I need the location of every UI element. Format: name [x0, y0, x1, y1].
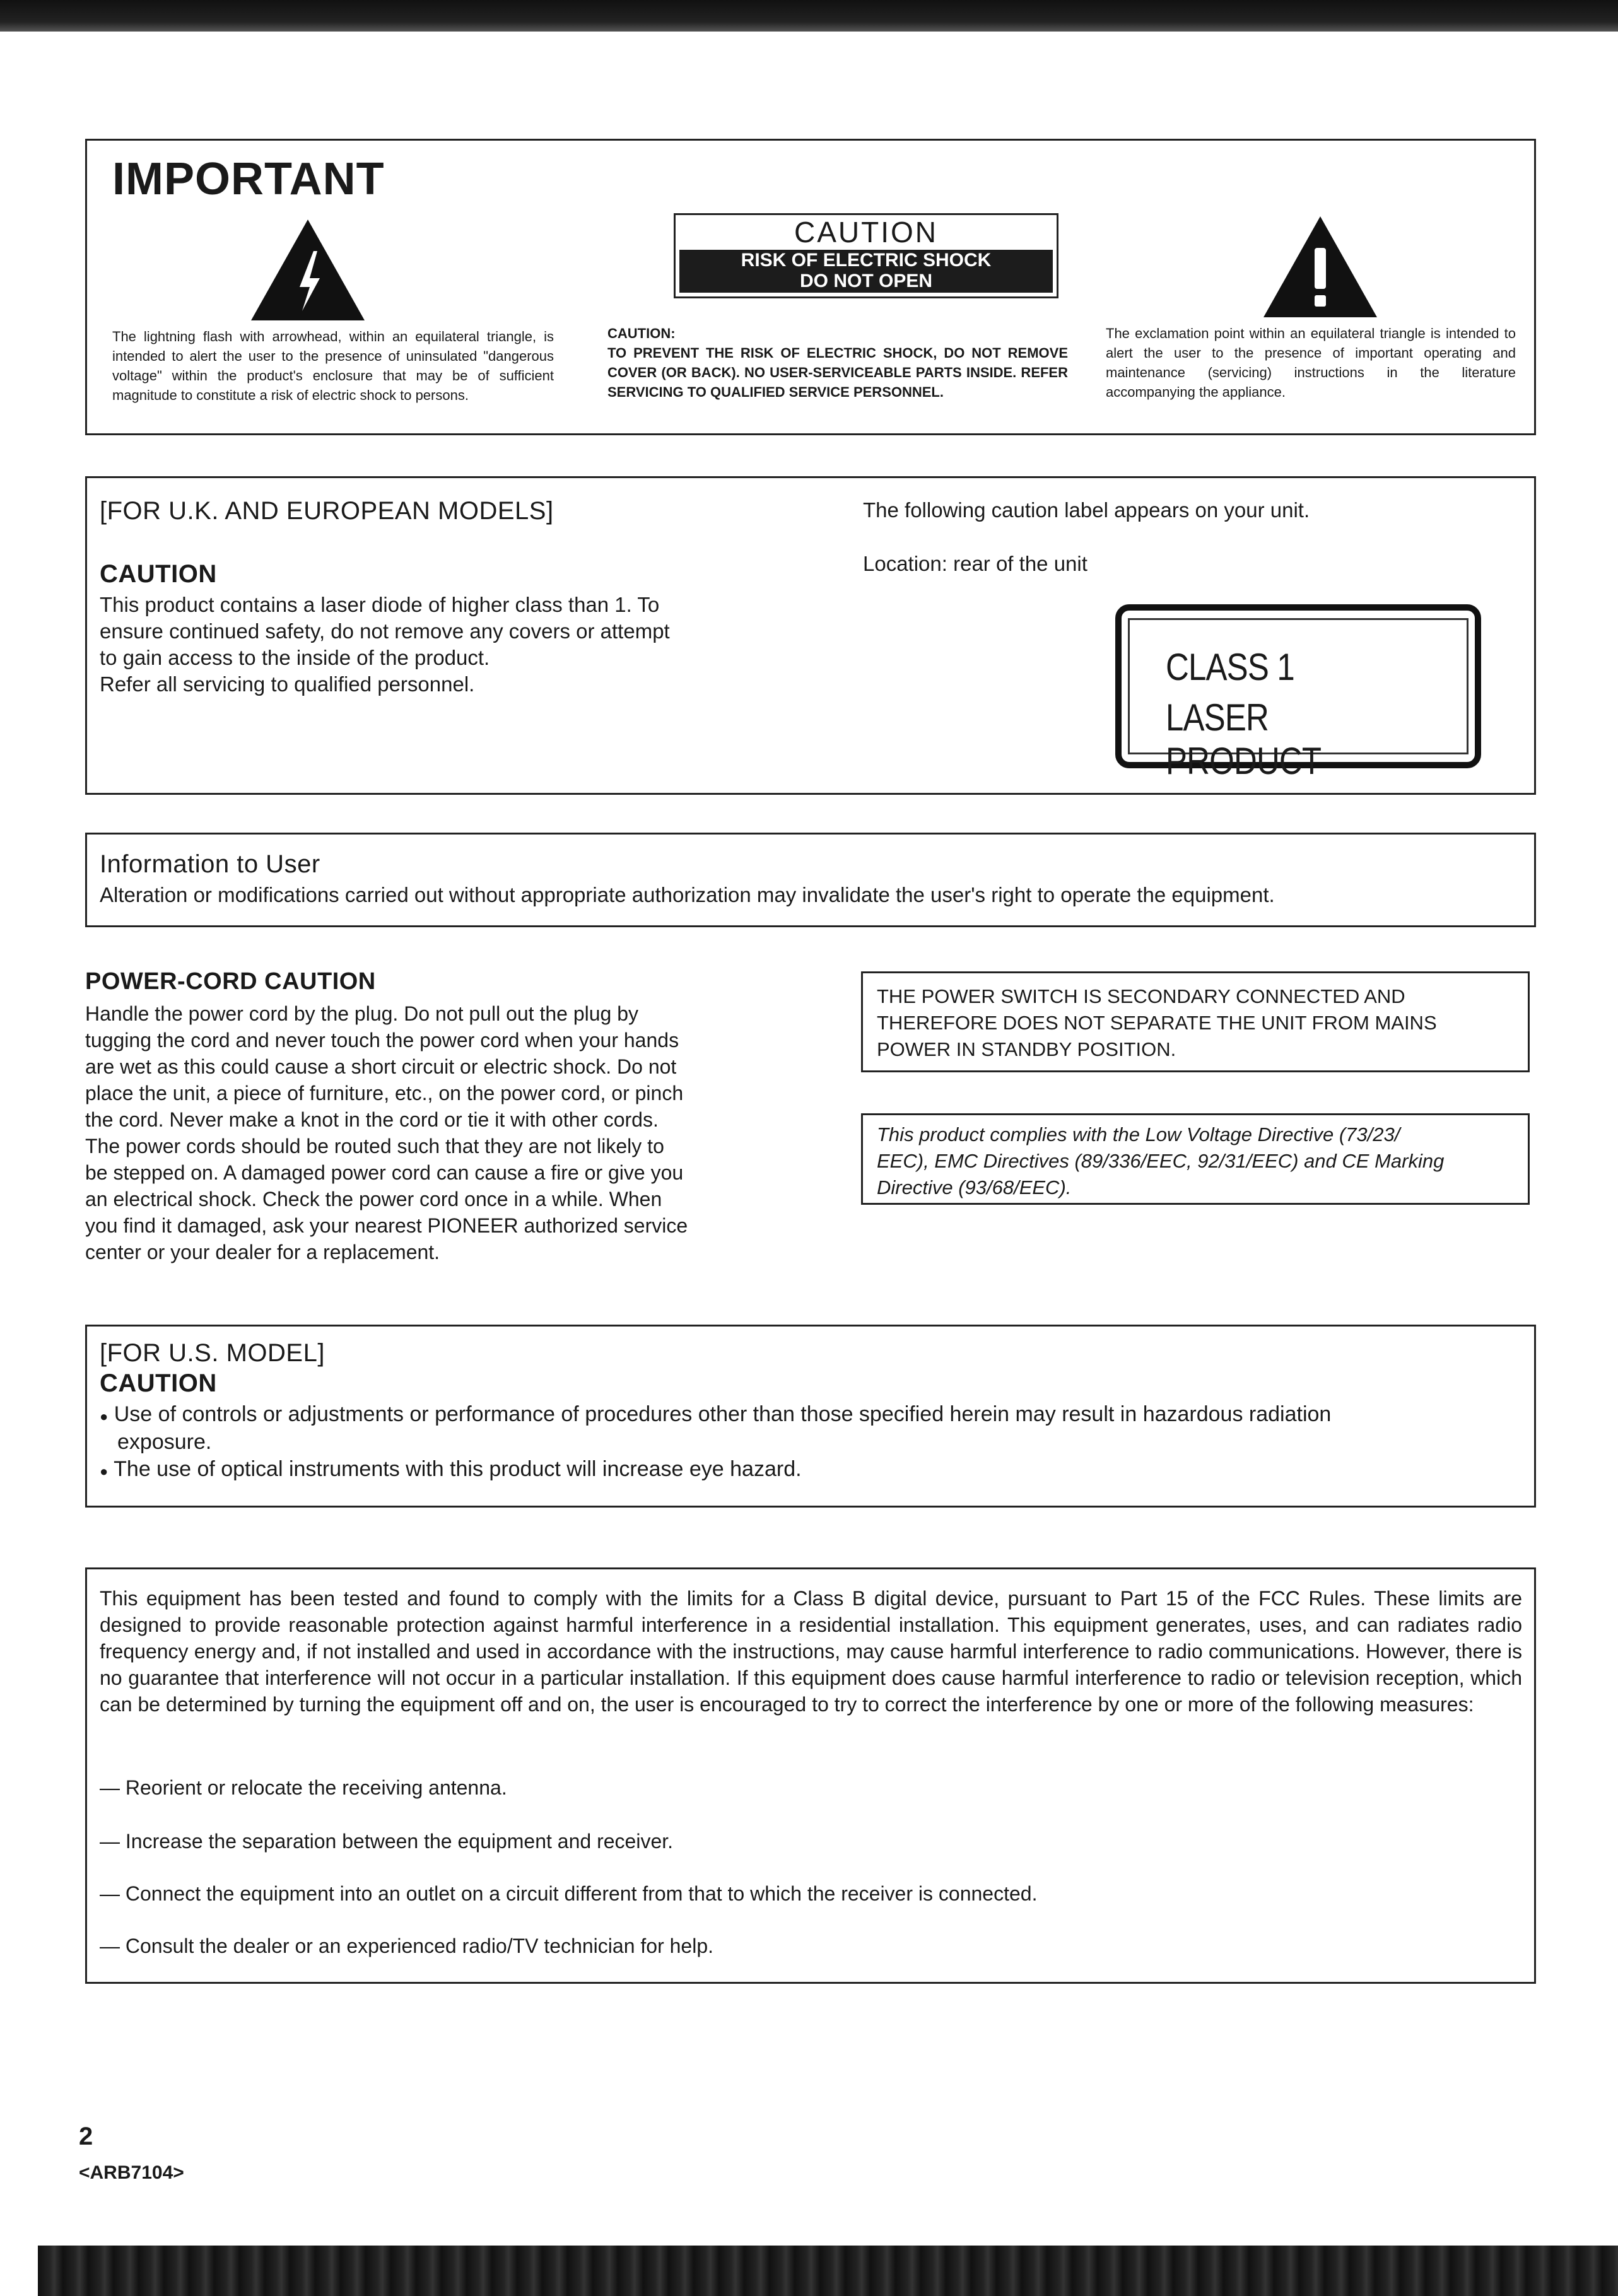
- information-to-user-section: [85, 833, 1536, 927]
- us-bullet-1: [100, 1401, 1331, 1430]
- caution-label-band: [679, 250, 1053, 293]
- uk-caution-heading: CAUTION: [100, 560, 217, 588]
- info-heading: Information to User: [100, 850, 320, 878]
- fcc-measure-item: — Consult the dealer or an experienced radio/TV technician for help.: [100, 1935, 713, 1957]
- power-cord-text: [85, 1000, 770, 1265]
- fcc-measure-item: — Connect the equipment into an outlet on a circuit different from that to which the receiver is connected.: [100, 1882, 1038, 1905]
- us-bullet-2: [100, 1456, 802, 1485]
- uk-caution-line: ensure continued safety, do not remove any covers or attempt: [100, 619, 670, 643]
- power-cord-line: are wet as this could cause a short circuit or electric shock. Do not: [85, 1055, 677, 1078]
- us-heading: [FOR U.S. MODEL]: [100, 1339, 325, 1367]
- laser-label-line1: CLASS 1: [1166, 646, 1294, 688]
- bullet-icon: ●: [100, 1409, 108, 1424]
- label-location: Location: rear of the unit: [863, 552, 1087, 575]
- scan-edge-top: [0, 0, 1618, 32]
- label-intro: The following caution label appears on your unit.: [863, 498, 1310, 522]
- caution-label-line1: RISK OF ELECTRIC SHOCK: [741, 250, 992, 271]
- fcc-notice-section: [85, 1567, 1536, 1984]
- us-bullet-1-continued: exposure.: [117, 1430, 212, 1454]
- low-voltage-directive-notice: [861, 1113, 1530, 1205]
- power-switch-notice: [861, 971, 1530, 1072]
- caution-instructions: [607, 324, 1068, 402]
- uk-caution-line: This product contains a laser diode of higher class than 1. To: [100, 593, 660, 616]
- caution-instructions-heading: CAUTION:: [607, 325, 676, 341]
- exclamation-warning-icon: [1260, 213, 1380, 320]
- fcc-measure-item: — Reorient or relocate the receiving antenna.: [100, 1776, 507, 1799]
- uk-european-section: [85, 476, 1536, 795]
- power-switch-line: THEREFORE DOES NOT SEPARATE THE UNIT FROM MAINS: [877, 1012, 1437, 1034]
- power-cord-line: be stepped on. A damaged power cord can cause a fire or give you: [85, 1161, 684, 1184]
- power-cord-line: Handle the power cord by the plug. Do not pull out the plug by: [85, 1002, 639, 1025]
- info-text: Alteration or modifications carried out without appropriate authorization may invalidate the user's right to operate the equipment.: [100, 883, 1275, 906]
- page-number: 2: [79, 2123, 93, 2150]
- lvd-line: EEC), EMC Directives (89/336/EEC, 92/31/EEC) and CE Marking: [877, 1150, 1445, 1172]
- caution-label-line2: DO NOT OPEN: [799, 271, 932, 291]
- laser-label-line2: LASER PRODUCT: [1166, 696, 1322, 782]
- power-switch-line: POWER IN STANDBY POSITION.: [877, 1038, 1176, 1060]
- uk-heading: [FOR U.K. AND EUROPEAN MODELS]: [100, 497, 554, 525]
- important-title: IMPORTANT: [112, 154, 385, 204]
- power-cord-line: The power cords should be routed such that they are not likely to: [85, 1135, 664, 1157]
- power-switch-text: [877, 983, 1517, 1063]
- fcc-measure-item: — Increase the separation between the equipment and receiver.: [100, 1830, 674, 1853]
- lightning-explanation: The lightning flash with arrowhead, within an equilateral triangle, is intended to alert the user to the presence of uninsulated "dangerous voltage" within the product's enclosure that may be of sufficient magnitude to constitute a risk of electric shock to persons.: [112, 329, 554, 403]
- us-bullet-1-text: Use of controls or adjustments or performance of procedures other than those specified herein may result in hazardous radiation: [114, 1402, 1332, 1426]
- power-cord-line: place the unit, a piece of furniture, etc., on the power cord, or pinch: [85, 1082, 684, 1104]
- caution-instructions-text: TO PREVENT THE RISK OF ELECTRIC SHOCK, DO NOT REMOVE COVER (OR BACK). NO USER-SERVICEABLE PARTS INSIDE. REFER SERVICING TO QUALIFIED SERVICE PERSONNEL.: [607, 345, 1068, 400]
- lightning-warning-icon: [248, 216, 368, 324]
- uk-caution-line: to gain access to the inside of the product.: [100, 646, 490, 669]
- scan-edge-bottom: [38, 2246, 1618, 2296]
- lvd-line: This product complies with the Low Voltage Directive (73/23/: [877, 1123, 1400, 1145]
- power-cord-section: [85, 968, 770, 1265]
- power-cord-line: an electrical shock. Check the power cord once in a while. When: [85, 1188, 662, 1210]
- bullet-icon: ●: [100, 1463, 108, 1479]
- uk-caution-text: [100, 592, 825, 698]
- class1-laser-label: [1115, 604, 1481, 782]
- power-cord-line: you find it damaged, ask your nearest PIONEER authorized service: [85, 1214, 688, 1237]
- caution-shock-label: [674, 213, 1058, 298]
- us-bullet-2-text: The use of optical instruments with this product will increase eye hazard.: [114, 1457, 802, 1481]
- power-cord-line: tugging the cord and never touch the power cord when your hands: [85, 1029, 679, 1051]
- us-caution-heading: CAUTION: [100, 1369, 217, 1397]
- power-cord-line: the cord. Never make a knot in the cord or tie it with other cords.: [85, 1108, 659, 1131]
- fcc-paragraph: This equipment has been tested and found to comply with the limits for a Class B digital device, pursuant to Part 15 of the FCC Rules. These limits are designed to provide reasonable protection against harmful interference in a residential installation. This equipment generates, uses, and can radiates radio frequency energy and, if not installed and used in accordance with the instructions, may cause harmful interference to radio communications. However, there is no guarantee that interference will not occur in a particular installation. If this equipment does cause harmful interference to radio or television reception, which can be determined by turning the equipment off and on, the user is encouraged to try to correct the interference by one or more of the following measures:: [100, 1587, 1522, 1716]
- document-code: <ARB7104>: [79, 2162, 184, 2183]
- lvd-line: Directive (93/68/EEC).: [877, 1176, 1072, 1198]
- caution-label-caption: CAUTION: [794, 216, 938, 249]
- power-switch-line: THE POWER SWITCH IS SECONDARY CONNECTED AND: [877, 985, 1405, 1007]
- important-box: [85, 139, 1536, 435]
- power-cord-line: center or your dealer for a replacement.: [85, 1241, 440, 1263]
- power-cord-heading: POWER-CORD CAUTION: [85, 968, 376, 995]
- exclamation-explanation: The exclamation point within an equilateral triangle is intended to alert the user to the presence of important operating and maintenance (servicing) instructions in the literature accompanying the appliance.: [1106, 325, 1516, 400]
- us-model-section: [85, 1325, 1536, 1508]
- lvd-text: [877, 1122, 1517, 1201]
- uk-caution-line: Refer all servicing to qualified personnel.: [100, 672, 475, 696]
